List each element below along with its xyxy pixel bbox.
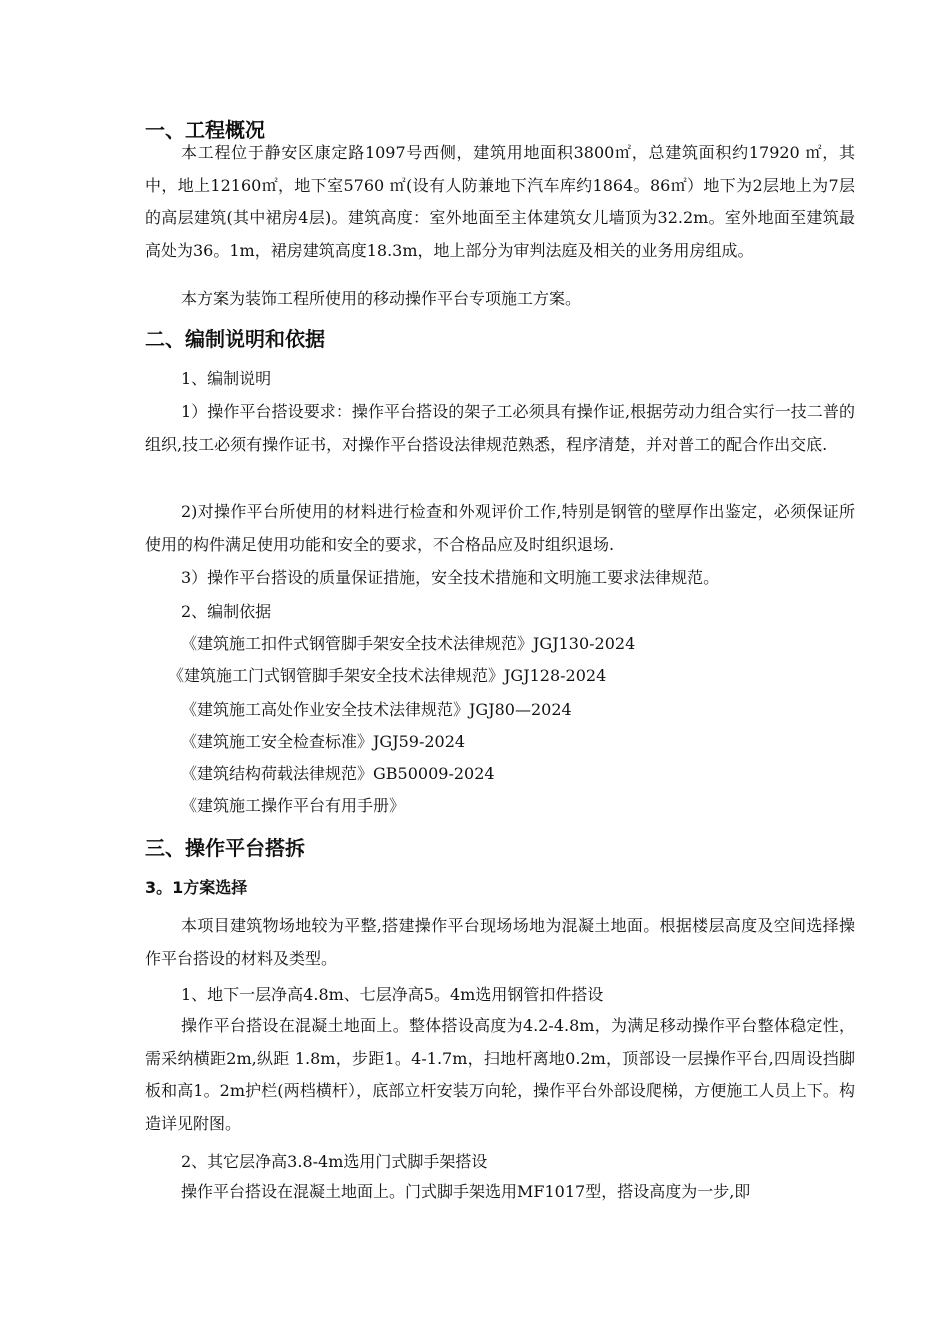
section-1-paragraph-2: 本方案为装饰工程所使用的移动操作平台专项施工方案。	[181, 289, 582, 308]
section-3-heading: 三、操作平台搭拆	[145, 836, 305, 860]
reference-item: 《建筑施工门式钢管脚手架安全技术法律规范》JGJ128-2024	[168, 666, 607, 685]
section-3-subheading: 3。1方案选择	[145, 878, 248, 897]
section-3-paragraph-3: 操作平台搭设在混凝土地面上。门式脚手架选用MF1017型，搭设高度为一步,即	[181, 1182, 751, 1201]
section-1-paragraph-1: 本工程位于静安区康定路1097号西侧，建筑用地面积3800㎡，总建筑面积约17920 ㎡，其中，地上12160㎡，地下室5760 ㎡(设有人防兼地下汽车库约1864。86㎡）地下为2层地上为7层的高层建筑(其中裙房4层)。建筑高度：室外地面至主体建筑女儿墙顶为32.2m。室外地面至建筑最高处为36。1m，裙房建筑高度18.3m，地上部分为审判法庭及相关的业务用房组成。	[145, 143, 855, 260]
section-1-heading: 一、工程概况	[145, 118, 265, 142]
reference-item: 《建筑施工高处作业安全技术法律规范》JGJ80—2024	[181, 700, 572, 719]
section-2-heading: 二、编制说明和依据	[145, 327, 325, 351]
section-2-paragraph-2: 2)对操作平台所使用的材料进行检查和外观评价工作,特别是钢管的壁厚作出鉴定，必须保证所使用的构件满足使用功能和安全的要求，不合格品应及时组织退场.	[145, 502, 855, 554]
section-2-sub-1: 1、编制说明	[181, 369, 272, 388]
reference-item: 《建筑施工安全检查标准》JGJ59-2024	[181, 732, 466, 751]
section-3-item-1: 1、地下一层净高4.8m、七层净高5。4m选用钢管扣件搭设	[181, 985, 604, 1004]
section-3-paragraph-2: 操作平台搭设在混凝土地面上。整体搭设高度为4.2-4.8m，为满足移动操作平台整体稳定性，需采纳横距2m,纵距 1.8m，步距1。4-1.7m，扫地杆离地0.2m，顶部设一层操作平台,四周设挡脚板和高1。2m护栏(两档横杆），底部立杆安装万向轮，操作平台外部设爬梯，方便施工人员上下。构造详见附图。	[145, 1016, 855, 1133]
reference-item: 《建筑结构荷载法律规范》GB50009-2024	[181, 764, 495, 783]
reference-item: 《建筑施工扣件式钢管脚手架安全技术法律规范》JGJ130-2024	[181, 634, 636, 653]
section-2-paragraph-3: 3）操作平台搭设的质量保证措施，安全技术措施和文明施工要求法律规范。	[181, 568, 720, 587]
section-3-item-2: 2、其它层净高3.8-4m选用门式脚手架搭设	[181, 1152, 488, 1171]
section-3-paragraph-1: 本项目建筑物场地较为平整,搭建操作平台现场场地为混凝土地面。根据楼层高度及空间选择操作平台搭设的材料及类型。	[145, 916, 855, 968]
section-2-paragraph-1: 1）操作平台搭设要求：操作平台搭设的架子工必须具有操作证,根据劳动力组合实行一技二普的组织,技工必须有操作证书，对操作平台搭设法律规范熟悉，程序清楚，并对普工的配合作出交底.	[145, 402, 855, 454]
reference-item: 《建筑施工操作平台有用手册》	[181, 796, 406, 815]
section-2-sub-2: 2、编制依据	[181, 602, 272, 621]
